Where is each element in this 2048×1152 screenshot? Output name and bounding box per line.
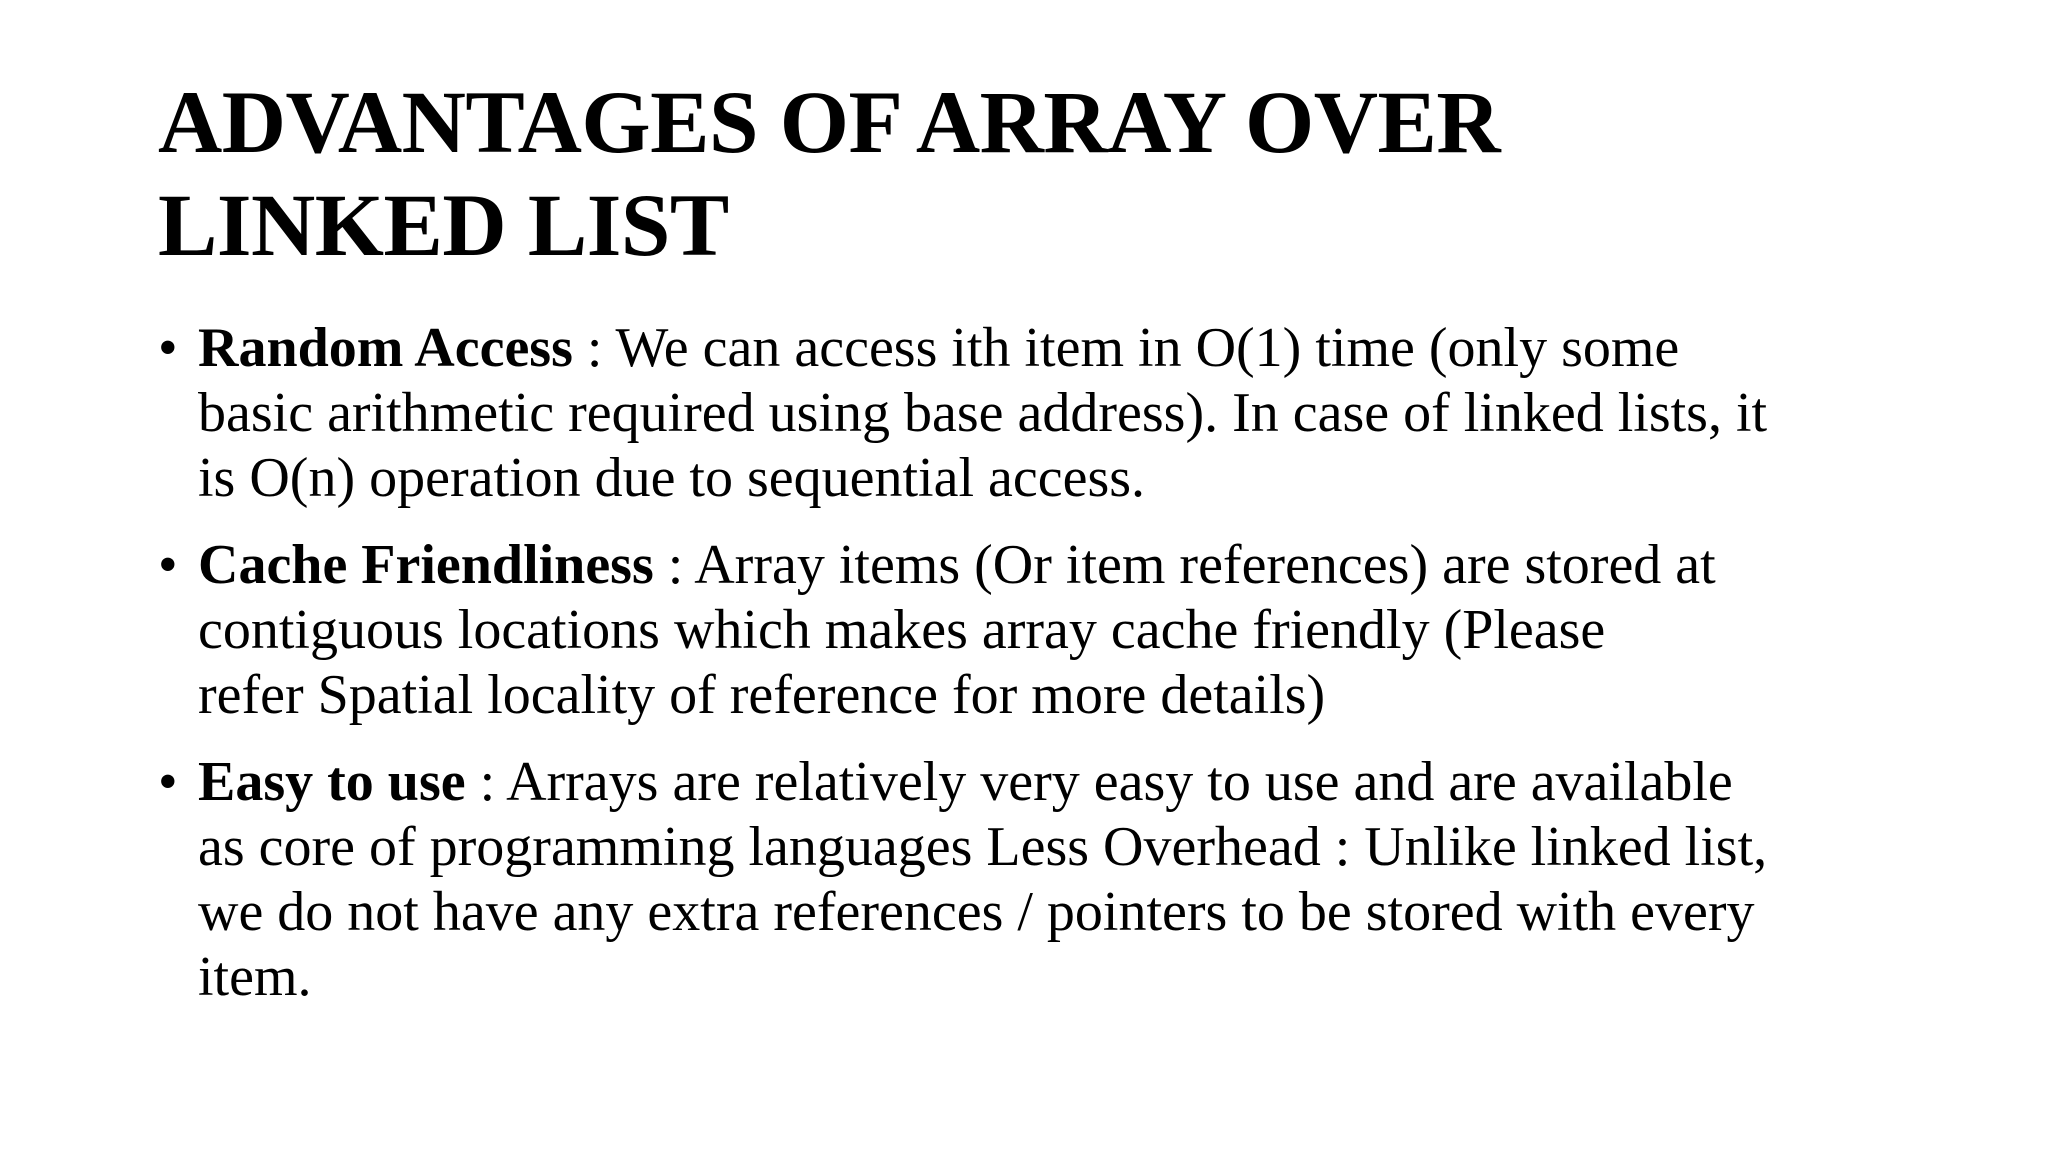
bullet-text xyxy=(198,316,1918,511)
bullet-line: refer Spatial locality of reference for more details) xyxy=(198,664,1326,726)
bullet-line: we do not have any extra references / pointers to be stored with every xyxy=(198,881,1755,943)
bullet-easy-to-use xyxy=(158,750,1918,1010)
bullet-line: item. xyxy=(198,946,312,1008)
slide-title xyxy=(158,72,1938,278)
bullet-line-rest: : Arrays are relatively very easy to use and are available xyxy=(465,751,1733,813)
bullet-list xyxy=(158,316,1918,1032)
bullet-line xyxy=(198,750,1918,815)
bullet-marker: • xyxy=(158,751,178,813)
title-line-1: ADVANTAGES OF ARRAY OVER xyxy=(158,74,1501,172)
title-line-2: LINKED LIST xyxy=(158,177,729,275)
bullet-term: Random Access xyxy=(198,317,573,379)
bullet-random-access xyxy=(158,316,1918,511)
bullet-term: Easy to use xyxy=(198,751,466,813)
bullet-line xyxy=(198,533,1918,598)
bullet-cache-friendliness xyxy=(158,533,1918,728)
bullet-line xyxy=(198,316,1918,381)
bullet-line-rest: : We can access ith item in O(1) time (only some xyxy=(572,317,1680,379)
bullet-text xyxy=(198,750,1918,1010)
bullet-line: is O(n) operation due to sequential access. xyxy=(198,447,1146,509)
bullet-term: Cache Friendliness xyxy=(198,534,654,596)
bullet-marker: • xyxy=(158,534,178,596)
bullet-text xyxy=(198,533,1918,728)
bullet-marker: • xyxy=(158,317,178,379)
bullet-line: basic arithmetic required using base address). In case of linked lists, it xyxy=(198,382,1768,444)
bullet-line: contiguous locations which makes array cache friendly (Please xyxy=(198,599,1606,661)
bullet-line: as core of programming languages Less Overhead : Unlike linked list, xyxy=(198,816,1768,878)
bullet-line-rest: : Array items (Or item references) are stored at xyxy=(653,534,1716,596)
